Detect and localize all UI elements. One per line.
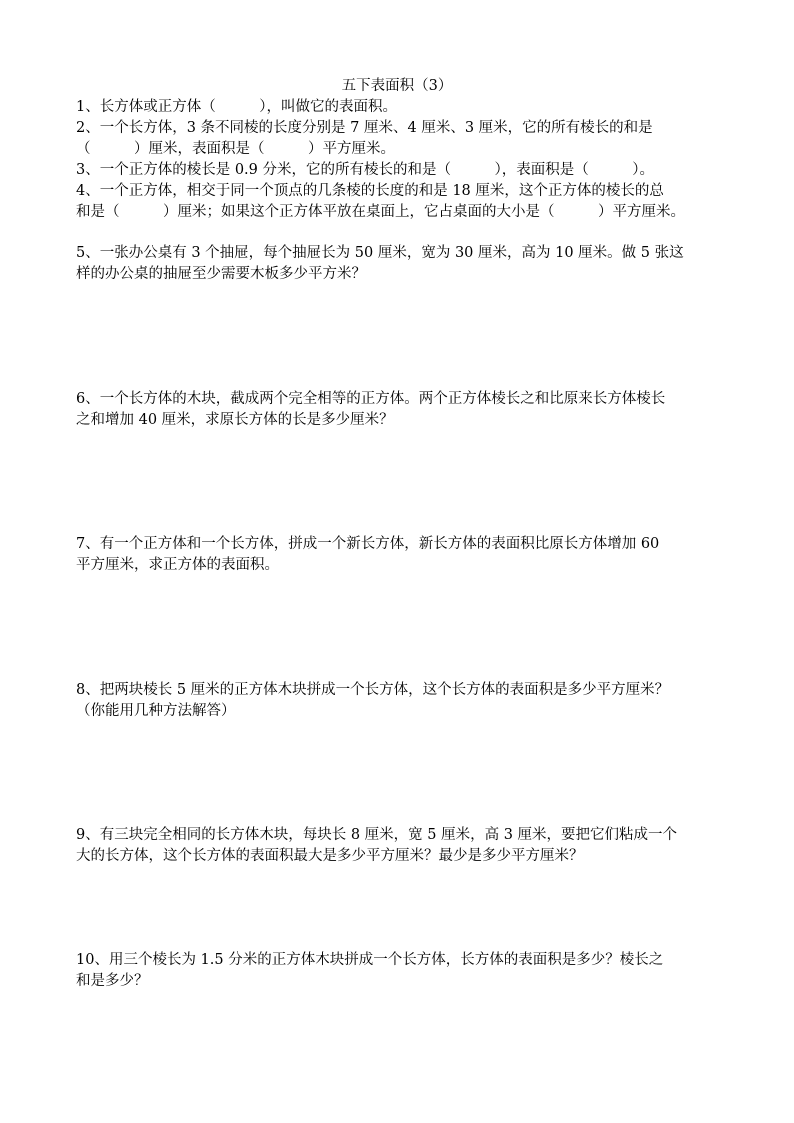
question-6-line-2: 之和增加 40 厘米，求原长方体的长是多少厘米？ <box>76 412 394 428</box>
question-2-line-2: （ ）厘米，表面积是（ ）平方厘米。 <box>76 141 395 157</box>
question-10-line-1: 10、用三个棱长为 1.5 分米的正方体木块拼成一个长方体，长方体的表面积是多少？棱长之 <box>76 952 664 968</box>
question-5-line-1: 5、一张办公桌有 3 个抽屉，每个抽屉长为 50 厘米，宽为 30 厘米，高为 10 厘米。做 5 张这 <box>76 245 684 261</box>
question-3-line-1: 3、一个正方体的棱长是 0.9 分米，它的所有棱长的和是（ ），表面积是（ ）。 <box>76 162 654 178</box>
question-10 <box>76 950 722 992</box>
question-4-line-1: 4、一个正方体，相交于同一个顶点的几条棱的长度的和是 18 厘米，这个正方体的棱长的总 <box>76 183 664 199</box>
question-9-line-1: 9、有三块完全相同的长方体木块，每块长 8 厘米，宽 5 厘米，高 3 厘米，要把它们粘成一个 <box>76 827 678 843</box>
question-1 <box>76 97 722 118</box>
question-9 <box>76 825 722 867</box>
question-2-line-1: 2、一个长方体，3 条不同棱的长度分别是 7 厘米、4 厘米、3 厘米，它的所有棱长的和是 <box>76 120 653 136</box>
question-8-line-2: （你能用几种方法解答） <box>76 703 236 719</box>
question-8-line-1: 8、把两块棱长 5 厘米的正方体木块拼成一个长方体，这个长方体的表面积是多少平方厘米？ <box>76 682 670 698</box>
question-4-line-2: 和是（ ）厘米；如果这个正方体平放在桌面上，它占桌面的大小是（ ）平方厘米。 <box>76 204 685 220</box>
question-7-line-2: 平方厘米，求正方体的表面积。 <box>76 557 279 573</box>
question-5-line-2: 样的办公桌的抽屉至少需要木板多少平方米？ <box>76 266 366 282</box>
question-6-line-1: 6、一个长方体的木块，截成两个完全相等的正方体。两个正方体棱长之和比原来长方体棱长 <box>76 391 666 407</box>
question-9-line-2: 大的长方体，这个长方体的表面积最大是多少平方厘米？最少是多少平方厘米？ <box>76 848 584 864</box>
question-6 <box>76 389 722 431</box>
question-4 <box>76 181 722 223</box>
question-7 <box>76 534 722 576</box>
question-1-line-1: 1、长方体或正方体（ ），叫做它的表面积。 <box>76 99 397 115</box>
question-7-line-1: 7、有一个正方体和一个长方体，拼成一个新长方体，新长方体的表面积比原长方体增加 60 <box>76 536 660 552</box>
question-8 <box>76 680 722 722</box>
question-3 <box>76 160 722 181</box>
page-title: 五下表面积（3） <box>341 78 453 94</box>
question-10-line-2: 和是多少？ <box>76 973 149 989</box>
question-2 <box>76 118 722 160</box>
question-5 <box>76 243 722 285</box>
